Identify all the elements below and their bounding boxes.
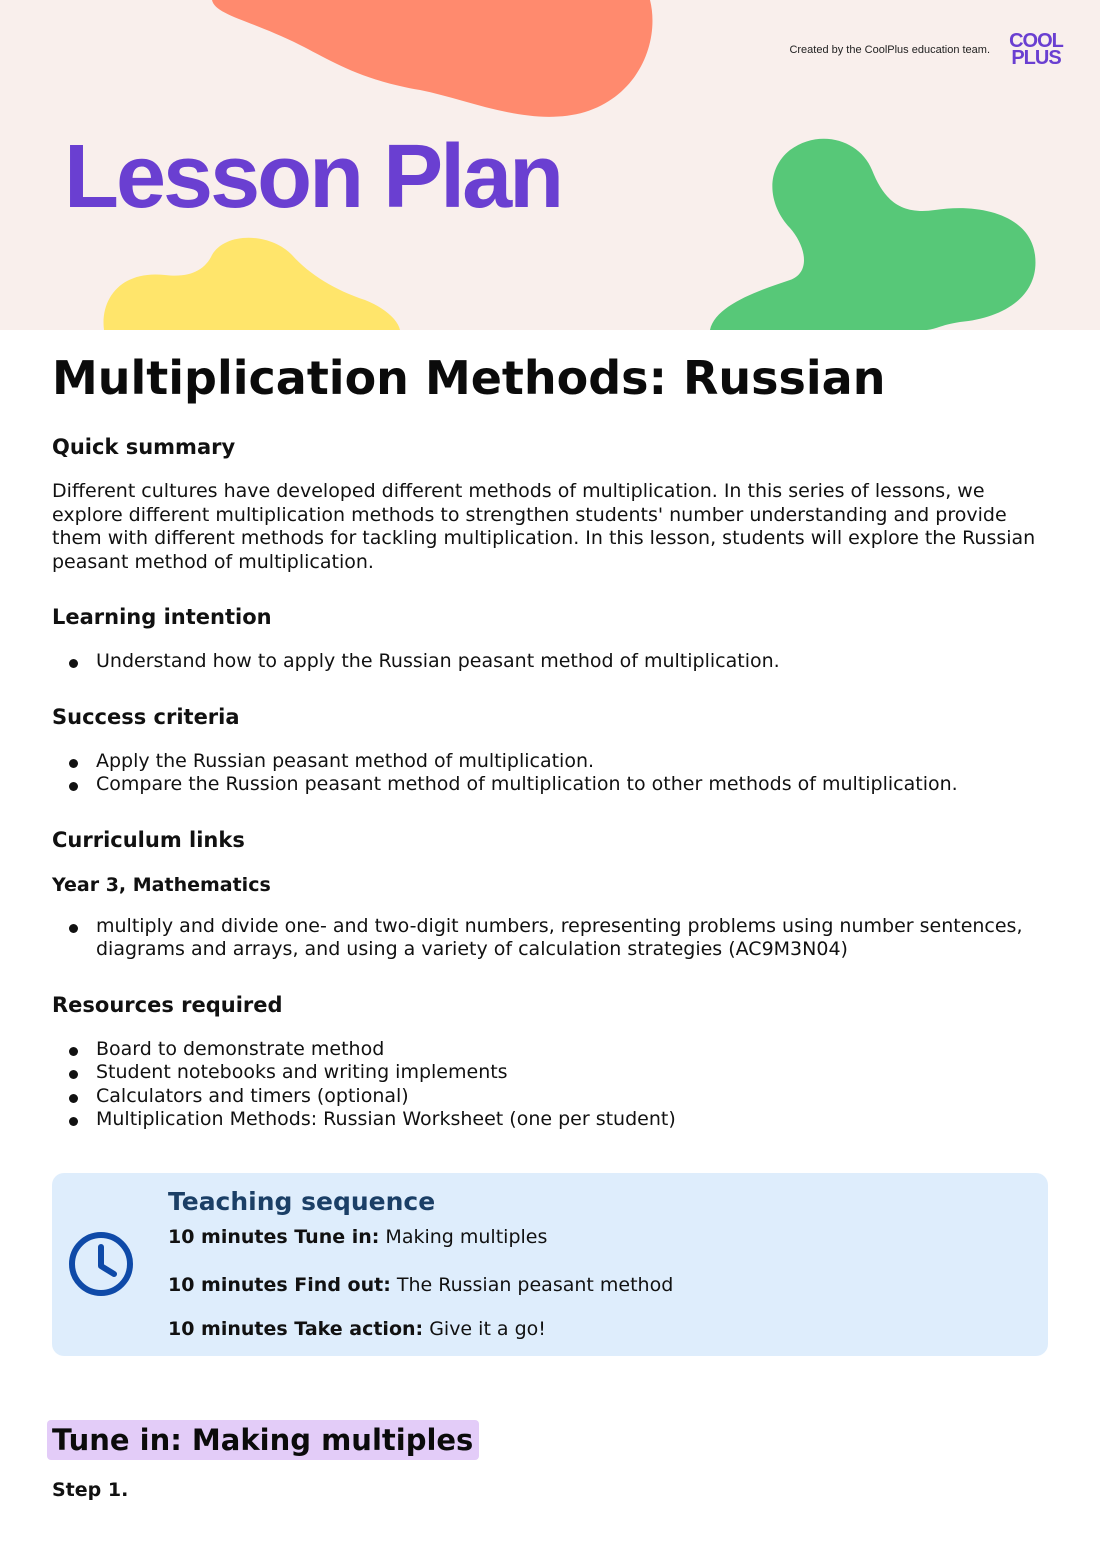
resources-list <box>52 1038 1042 1132</box>
quick-summary-text: Different cultures have developed different methods of multiplication. In this series of lessons, we explore different multiplication methods to strengthen students' number understanding and provide them with different methods for tackling multiplication. In this lesson, students will explore the Russian peasant method of multiplication. <box>52 480 1036 573</box>
sequence-row-find-out <box>168 1273 673 1297</box>
sequence-row-label: 10 minutes Take action: <box>168 1318 424 1340</box>
credit-text: Created by the CoolPlus education team. <box>789 44 990 56</box>
curriculum-list <box>52 915 1042 962</box>
lesson-content <box>52 350 1042 1162</box>
list-item: Multiplication Methods: Russian Worksheet (one per student) <box>52 1108 1042 1132</box>
hero-title: Lesson Plan <box>64 127 562 227</box>
learning-intention-list <box>52 650 1042 674</box>
teaching-sequence-box <box>52 1173 1048 1356</box>
sequence-row-label: 10 minutes Find out: <box>168 1274 391 1296</box>
coolplus-logo <box>1004 30 1068 69</box>
logo-line-1: COOL <box>1009 30 1063 52</box>
list-item: Calculators and timers (optional) <box>52 1085 1042 1109</box>
sequence-row-text: The Russian peasant method <box>396 1274 674 1296</box>
success-criteria-heading: Success criteria <box>52 704 240 729</box>
clock-icon <box>66 1229 136 1299</box>
page-title: Multiplication Methods: Russian <box>52 351 886 405</box>
teaching-sequence-heading: Teaching sequence <box>168 1187 436 1216</box>
list-item: Compare the Russion peasant method of multiplication to other methods of multiplication. <box>52 773 1042 797</box>
tune-in-heading: Tune in: Making multiples <box>47 1420 479 1460</box>
yellow-blob <box>104 238 400 330</box>
success-criteria-list <box>52 750 1042 797</box>
list-item: Apply the Russian peasant method of multiplication. <box>52 750 1042 774</box>
list-item: Student notebooks and writing implements <box>52 1061 1042 1085</box>
sequence-row-label: 10 minutes Tune in: <box>168 1226 380 1248</box>
green-blob <box>710 139 1035 330</box>
header-banner <box>0 0 1100 330</box>
logo-line-2: PLUS <box>1011 47 1061 69</box>
resources-heading: Resources required <box>52 992 283 1017</box>
quick-summary-heading: Quick summary <box>52 435 236 459</box>
list-item: multiply and divide one- and two-digit numbers, representing problems using number sentences, diagrams and arrays, and using a variety of calculation strategies (AC9M3N04) <box>52 915 1042 962</box>
curriculum-subheading: Year 3, Mathematics <box>52 873 271 896</box>
coral-blob <box>212 0 652 117</box>
sequence-row-tune-in <box>168 1225 547 1249</box>
curriculum-links-heading: Curriculum links <box>52 827 245 852</box>
learning-intention-heading: Learning intention <box>52 605 272 629</box>
sequence-row-text: Give it a go! <box>429 1318 546 1340</box>
list-item: Board to demonstrate method <box>52 1038 1042 1062</box>
list-item: Understand how to apply the Russian peasant method of multiplication. <box>52 650 1042 674</box>
step-label: Step 1. <box>52 1479 129 1501</box>
sequence-row-text: Making multiples <box>385 1226 548 1248</box>
sequence-row-take-action <box>168 1317 546 1341</box>
